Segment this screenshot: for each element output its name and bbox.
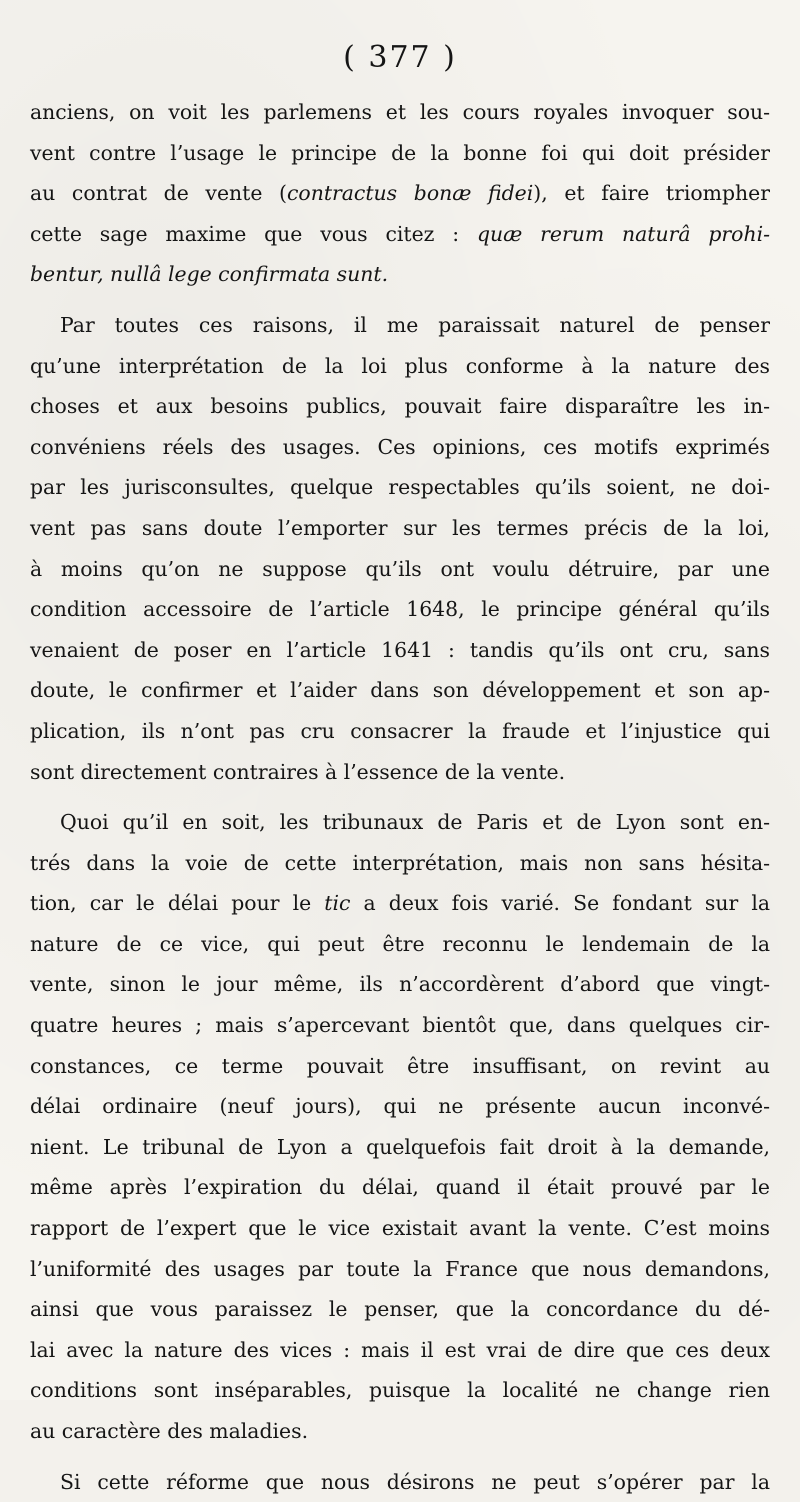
text-line: plication, ils n’ont pas cru consacrer la fraude et l’injustice qui — [30, 718, 770, 743]
emphasis: contractus bonæ fidei — [287, 181, 534, 206]
text-line: lai avec la nature des vices : mais il est vrai de dire que ces deux — [30, 1337, 770, 1362]
text-line: condition accessoire de l’article 1648, le principe général qu’ils — [30, 597, 770, 622]
text-line: Si cette réforme que nous désirons ne peut s’opérer par la — [60, 1469, 770, 1494]
body-text — [30, 92, 770, 1502]
text-line: nature de ce vice, qui peut être reconnu le lendemain de la — [30, 931, 770, 956]
text-line: rapport de l’expert que le vice existait avant la vente. C’est moins — [30, 1216, 770, 1241]
text-line: tion, car le délai pour le tic a deux fois varié. Se fondant sur la — [30, 891, 770, 916]
text-line: au caractère des maladies. — [30, 1419, 309, 1443]
text-line: trés dans la voie de cette interprétation, mais non sans hésita- — [30, 850, 770, 875]
text-line: à moins qu’on ne suppose qu’ils ont voulu détruire, par une — [30, 556, 770, 581]
text-line: même après l’expiration du délai, quand il était prouvé par le — [30, 1175, 770, 1200]
emphasis: bentur, nullâ lege confirmata sunt. — [30, 262, 389, 287]
emphasis: quæ rerum naturâ prohi- — [476, 221, 770, 246]
paragraph-3 — [30, 802, 770, 1452]
paragraph-4 — [30, 1462, 770, 1502]
text-line: Quoi qu’il en soit, les tribunaux de Paris et de Lyon sont en- — [60, 810, 770, 835]
text-line: vente, sinon le jour même, ils n’accordèrent d’abord que vingt- — [30, 972, 770, 997]
text-line: au contrat de vente (contractus bonæ fidei), et faire triompher — [30, 181, 770, 206]
text-line: vent contre l’usage le principe de la bonne foi qui doit présider — [30, 140, 770, 165]
text-line: délai ordinaire (neuf jours), qui ne présente aucun inconvé- — [30, 1094, 770, 1119]
text-line: l’uniformité des usages par toute la France que nous demandons, — [30, 1256, 770, 1281]
text-line: ainsi que vous paraissez le penser, que la concordance du dé- — [30, 1297, 770, 1322]
paragraph-2 — [30, 305, 770, 792]
text-line: quatre heures ; mais s’apercevant bientôt que, dans quelques cir- — [30, 1013, 770, 1038]
text-line — [30, 254, 770, 295]
text-line: vent pas sans doute l’emporter sur les termes précis de la loi, — [30, 515, 770, 540]
text-line: anciens, on voit les parlemens et les cours royales invoquer sou- — [30, 100, 770, 124]
emphasis: tic — [324, 891, 351, 916]
text-line: Par toutes ces raisons, il me paraissait naturel de penser — [60, 312, 770, 337]
text-line: convéniens réels des usages. Ces opinions, ces motifs exprimés — [30, 434, 770, 459]
text-line: doute, le confirmer et l’aider dans son développement et son ap- — [30, 678, 770, 703]
text-line: conditions sont inséparables, puisque la localité ne change rien — [30, 1378, 770, 1403]
page-number: ( 377 ) — [343, 40, 457, 75]
text-line: nient. Le tribunal de Lyon a quelquefois fait droit à la demande, — [30, 1134, 770, 1159]
text-line: qu’une interprétation de la loi plus conforme à la nature des — [30, 353, 770, 378]
text-line: constances, ce terme pouvait être insuffisant, on revint au — [30, 1053, 770, 1078]
text-line: par les jurisconsultes, quelque respectables qu’ils soient, ne doi- — [30, 475, 770, 500]
text-line: venaient de poser en l’article 1641 : tandis qu’ils ont cru, sans — [30, 637, 770, 662]
text-line: cette sage maxime que vous citez : quæ rerum naturâ prohi- — [30, 221, 770, 246]
text-line: choses et aux besoins publics, pouvait faire disparaître les in- — [30, 394, 770, 419]
text-line: sont directement contraires à l’essence de la vente. — [30, 759, 566, 784]
paragraph-1 — [30, 92, 770, 295]
